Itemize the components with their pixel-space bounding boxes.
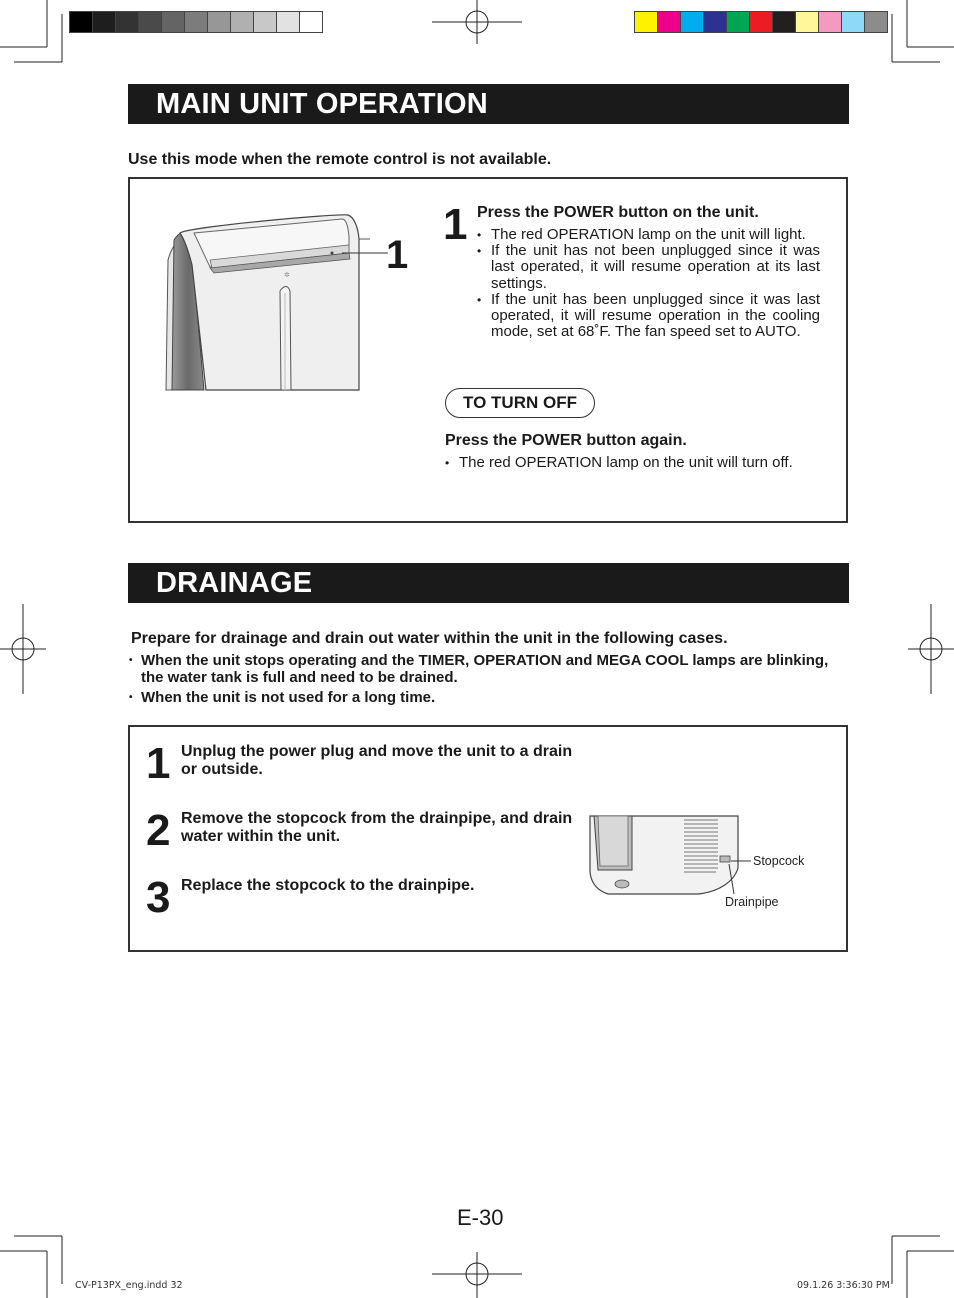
calibration-swatch [634, 11, 658, 33]
calibration-swatch [841, 11, 865, 33]
drainage-intro: Prepare for drainage and drain out water within the unit in the following cases. [131, 630, 728, 647]
bullet-item: • The red OPERATION lamp on the unit will turn off. [445, 455, 820, 471]
to-turn-off-label: TO TURN OFF [445, 388, 595, 418]
drainage-step-number: 2 [146, 806, 171, 855]
footer-timestamp: 09.1.26 3:36:30 PM [797, 1280, 890, 1291]
main-unit-step-title: Press the POWER button on the unit. [477, 204, 759, 221]
stopcock-label: Stopcock [753, 854, 805, 868]
calibration-swatch [184, 11, 208, 33]
calibration-swatch [138, 11, 162, 33]
drainage-step-text: Unplug the power plug and move the unit to a drain or outside. [181, 743, 573, 778]
calibration-swatch [680, 11, 704, 33]
drainpipe-illustration [588, 812, 818, 912]
calibration-swatch [864, 11, 888, 33]
figure-callout-1: 1 [386, 233, 409, 277]
case-item: • When the unit stops operating and the TIMER, OPERATION and MEGA COOL lamps are blinking, the water tank is full and need to be drained. [129, 652, 829, 686]
calibration-swatch [161, 11, 185, 33]
calibration-swatch [230, 11, 254, 33]
svg-text:✲: ✲ [284, 271, 290, 279]
page-number: E-30 [457, 1205, 504, 1230]
main-unit-bullets [477, 227, 820, 340]
calibration-swatch [115, 11, 139, 33]
bullet-item: • The red OPERATION lamp on the unit will light. [477, 227, 820, 243]
calibration-swatch [253, 11, 277, 33]
drainage-step-text: Remove the stopcock from the drainpipe, and drain water within the unit. [181, 810, 573, 845]
calibration-swatch [772, 11, 796, 33]
drainage-step-number: 1 [146, 739, 171, 788]
calibration-swatch [703, 11, 727, 33]
drainage-section-header [128, 563, 849, 603]
calibration-swatch [299, 11, 323, 33]
calibration-swatch [276, 11, 300, 33]
main-unit-intro: Use this mode when the remote control is not available. [128, 151, 552, 168]
footer-filename: CV-P13PX_eng.indd 32 [75, 1280, 183, 1291]
bullet-item: • If the unit has not been unplugged since it was last operated, it will resume operation at its last settings. [477, 243, 820, 292]
calibration-swatch [795, 11, 819, 33]
main-unit-title: MAIN UNIT OPERATION [156, 88, 488, 120]
drainage-title: DRAINAGE [156, 567, 313, 599]
bullet-item: • If the unit has been unplugged since it was last operated, it will resume operation in the cooling mode, set at 68˚F. The fan speed set to AUTO. [477, 292, 820, 341]
turn-off-title: Press the POWER button again. [445, 432, 687, 449]
main-unit-section-header [128, 84, 849, 124]
calibration-swatch [657, 11, 681, 33]
calibration-swatch [726, 11, 750, 33]
case-item: • When the unit is not used for a long time. [129, 689, 829, 706]
main-unit-step-number: 1 [443, 200, 468, 249]
calibration-swatch [92, 11, 116, 33]
drainage-step-text: Replace the stopcock to the drainpipe. [181, 877, 475, 894]
air-conditioner-front-illustration [160, 205, 420, 395]
calibration-swatch [207, 11, 231, 33]
drainpipe-label: Drainpipe [725, 895, 779, 909]
calibration-swatch [749, 11, 773, 33]
drainage-step-number: 3 [146, 873, 171, 922]
drainage-cases [129, 652, 829, 706]
turn-off-bullets [445, 455, 820, 471]
calibration-swatch [69, 11, 93, 33]
calibration-swatch [818, 11, 842, 33]
